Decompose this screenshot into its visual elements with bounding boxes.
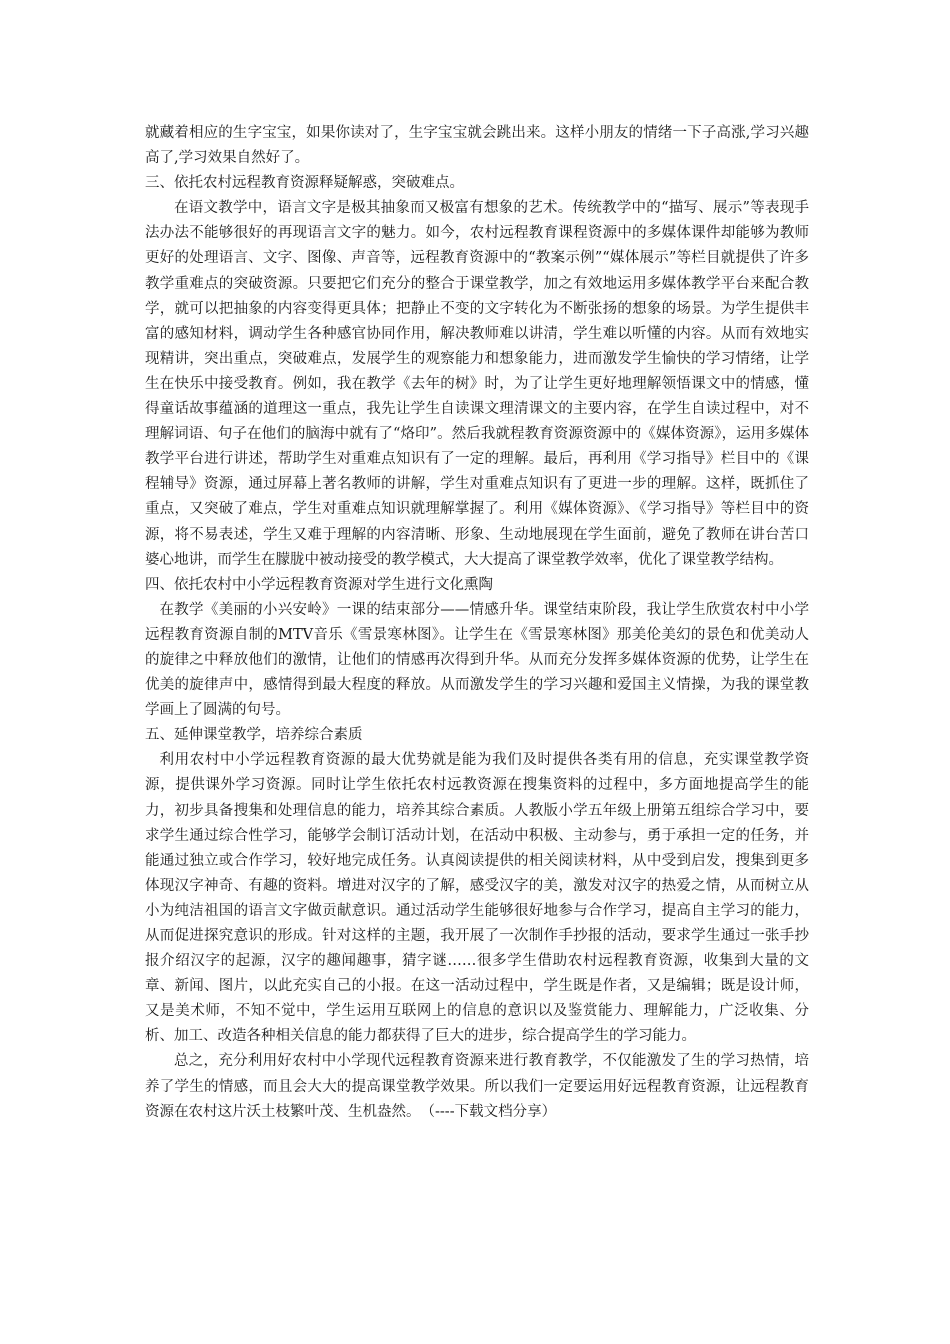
paragraph-section-4: 在教学《美丽的小兴安岭》一课的结束部分——情感升华。课堂结束阶段，我让学生欣赏农村中小学远程教育资源自制的MTV音乐《雪景寒林图》。让学生在《雪景寒林图》那美伦美幻的景色和优美动人的旋律之中释放他们的激情，让他们的情感再次得到升华。从而充分发挥多媒体资源的优势，让学生在优美的旋律声中，感情得到最大程度的释放。从而激发学生的学习兴趣和爱国主义情操，为我的课堂教学画上了圆满的句号。 [145,601,809,719]
paragraph-section-3: 在语文教学中，语言文字是极其抽象而又极富有想象的艺术。传统教学中的“描写、展示”等表现手法办法不能够很好的再现语言文字的魅力。如今，农村远程教育课程资源中的多媒体课件却能够为教师更好的处理语言、文字、图像、声音等，远程教育资源中的“教案示例”“媒体展示”等栏目就提供了许多教学重难点的突破资源。只要把它们充分的整合于课堂教学，加之有效地运用多媒体教学平台来配合教学，就可以把抽象的内容变得更具体；把静止不变的文字转化为不断张扬的想象的场景。为学生提供丰富的感知材料，调动学生各种感官协同作用，解决教师难以讲清，学生难以听懂的内容。从而有效地实现精讲，突出重点，突破难点，发展学生的观察能力和想象能力，进而激发学生愉快的学习情绪，让学生在快乐中接受教育。例如，我在教学《去年的树》时，为了让学生更好地理解领悟课文中的情感，懂得童话故事蕴涵的道理这一重点，我先让学生自读课文理清课文的主要内容，在学生自读过程中，对不理解词语、句子在他们的脑海中就有了“烙印”。然后我就程教育资源资源中的《媒体资源》，运用多媒体教学平台进行讲述，帮助学生对重难点知识有了一定的理解。最后，再利用《学习指导》栏目中的《课程辅导》资源，通过屏幕上著名教师的讲解，学生对重难点知识有了更进一步的理解。这样，既抓住了重点，又突破了难点，学生对重难点知识就理解掌握了。利用《媒体资源》、《学习指导》等栏目中的资源，将不易表述，学生又难于理解的内容清晰、形象、生动地展现在学生面前，避免了教师在讲台苦口婆心地讲，而学生在朦胧中被动接受的教学模式，大大提高了课堂教学效率，优化了课堂教学结构。 [145,200,809,568]
section-heading-4: 四、依托农村中小学远程教育资源对学生进行文化熏陶 [145,576,493,593]
paragraph-conclusion: 总之，充分利用好农村中小学现代远程教育资源来进行教育教学，不仅能激发了生的学习热情，培养了学生的情感，而且会大大的提高课堂教学效果。所以我们一定要运用好远程教育资源，让远程教育资源在农村这片沃土枝繁叶茂、生机盎然。 （----下载文档分享） [145,1053,809,1120]
paragraph-continuation: 就藏着相应的生字宝宝，如果你读对了，生字宝宝就会跳出来。这样小朋友的情绪一下子高涨,学习兴趣高了,学习效果自然好了。 [145,125,809,167]
section-heading-3: 三、依托农村远程教育资源释疑解惑，突破难点。 [145,175,464,192]
section-heading-5: 五、延伸课堂教学，培养综合素质 [145,727,363,744]
document-body [145,121,809,1125]
paragraph-section-5: 利用农村中小学远程教育资源的最大优势就是能为我们及时提供各类有用的信息，充实课堂教学资源，提供课外学习资源。同时让学生依托农村远教资源在搜集资料的过程中，多方面地提高学生的能力，初步具备搜集和处理信息的能力，培养其综合素质。人教版小学五年级上册第五组综合学习中，要求学生通过综合性学习，能够学会制订活动计划，在活动中积极、主动参与，勇于承担一定的任务，并能通过独立或合作学习，较好地完成任务。认真阅读提供的相关阅读材料，从中受到启发，搜集到更多体现汉字神奇、有趣的资料。增进对汉字的了解，感受汉字的美，激发对汉字的热爱之情，从而树立从小为纯洁祖国的语言文字做贡献意识。通过活动学生能够很好地参与合作学习，提高自主学习的能力，从而促进探究意识的形成。针对这样的主题，我开展了一次制作手抄报的活动，要求学生通过一张手抄报介绍汉字的起源，汉字的趣闻趣事，猜字谜……很多学生借助农村远程教育资源，收集到大量的文章、新闻、图片，以此充实自己的小报。在这一活动过程中，学生既是作者，又是编辑；既是设计师，又是美术师，不知不觉中，学生运用互联网上的信息的意识以及鉴赏能力、理解能力，广泛收集、分析、加工、改造各种相关信息的能力都获得了巨大的进步，综合提高学生的学习能力。 [145,752,809,1045]
